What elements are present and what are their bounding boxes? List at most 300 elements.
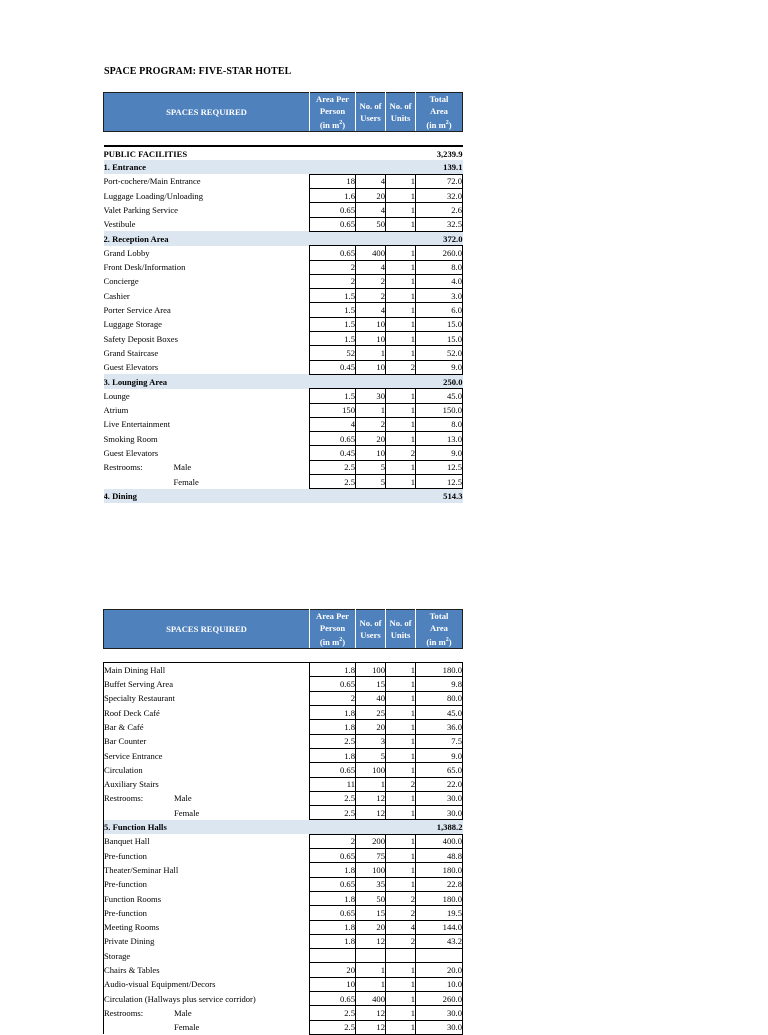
- total-area-cell: 32.5: [416, 217, 463, 231]
- section-label: 5. Function Halls: [104, 822, 167, 833]
- area-per-person-cell: 1.8: [310, 663, 356, 677]
- total-area-cell: 9.0: [416, 748, 463, 762]
- empty-cell: [386, 374, 416, 388]
- total-area-cell: 15.0: [416, 332, 463, 346]
- no-of-units-cell: 1: [386, 963, 416, 977]
- row-label: [104, 1020, 310, 1034]
- total-area-cell: 9.8: [416, 677, 463, 691]
- area-per-person-cell: 0.65: [310, 217, 356, 231]
- header-total-area: Total Area (in $m^2$): [416, 93, 463, 132]
- area-per-person-cell: 1.8: [310, 748, 356, 762]
- table-row: [104, 274, 463, 288]
- no-of-users-cell: 75: [356, 849, 386, 863]
- empty-cell: [386, 489, 416, 503]
- row-label: [104, 446, 310, 460]
- row-label: [104, 806, 310, 820]
- row-label: [104, 260, 310, 274]
- area-per-person-cell: 0.65: [310, 877, 356, 891]
- total-area-cell: 12.5: [416, 460, 463, 474]
- row-label-text: Chairs & Tables: [104, 965, 160, 976]
- no-of-units-cell: 1: [386, 1006, 416, 1020]
- no-of-units-cell: 1: [386, 260, 416, 274]
- area-per-person-cell: 1.5: [310, 332, 356, 346]
- row-label: [104, 991, 310, 1005]
- table-row: [104, 389, 463, 403]
- row-label: [104, 417, 310, 431]
- area-per-person-cell: 0.65: [310, 849, 356, 863]
- area-per-person-cell: 0.65: [310, 203, 356, 217]
- row-label: [104, 977, 310, 991]
- table-row: [104, 877, 463, 891]
- table-row: [104, 474, 463, 488]
- document-title: SPACE PROGRAM: FIVE-STAR HOTEL: [104, 66, 292, 77]
- table-row: [104, 734, 463, 748]
- table-row: [104, 303, 463, 317]
- area-per-person-cell: [310, 949, 356, 963]
- empty-cell: [310, 820, 356, 834]
- row-label-text: Specialty Restaurant: [104, 693, 175, 704]
- row-label-text: Vestibule: [103, 219, 136, 230]
- no-of-units-cell: 1: [386, 977, 416, 991]
- total-area-cell: 12.5: [416, 474, 463, 488]
- table-row: [104, 806, 463, 820]
- area-per-person-cell: 1.8: [310, 706, 356, 720]
- row-sublabel: Female: [174, 807, 200, 818]
- area-per-person-cell: 1.8: [310, 891, 356, 905]
- no-of-units-cell: 1: [386, 246, 416, 260]
- table-row: [104, 260, 463, 274]
- total-area-cell: 52.0: [416, 346, 463, 360]
- table-row: [104, 706, 463, 720]
- total-area-cell: 8.0: [416, 417, 463, 431]
- row-label: [104, 906, 310, 920]
- table-row: [104, 677, 463, 691]
- row-label: [104, 891, 310, 905]
- no-of-units-cell: 1: [386, 403, 416, 417]
- total-area-cell: 72.0: [416, 174, 463, 188]
- row-label: [104, 160, 310, 174]
- total-area-cell: 4.0: [416, 274, 463, 288]
- row-label-text: Audio-visual Equipment/Decors: [104, 979, 216, 990]
- area-per-person-cell: 11: [310, 777, 356, 791]
- no-of-units-cell: 1: [386, 734, 416, 748]
- table-header: [104, 93, 463, 147]
- row-label-text: Buffet Serving Area: [104, 679, 174, 690]
- table-row: [104, 360, 463, 374]
- no-of-users-cell: 50: [356, 891, 386, 905]
- row-label: [104, 289, 310, 303]
- table-header: [104, 610, 463, 663]
- area-per-person-cell: 2.5: [310, 806, 356, 820]
- subtotal-cell: 139.1: [416, 160, 463, 174]
- area-per-person-cell: 1.5: [310, 303, 356, 317]
- no-of-users-cell: 400: [356, 246, 386, 260]
- area-per-person-cell: 1.6: [310, 189, 356, 203]
- row-label: [104, 949, 310, 963]
- no-of-units-cell: 2: [386, 777, 416, 791]
- row-sublabel: Female: [174, 1022, 200, 1033]
- total-area-cell: [416, 949, 463, 963]
- table-row: [104, 246, 463, 260]
- row-label-text: Cashier: [103, 290, 130, 301]
- total-area-cell: 45.0: [416, 706, 463, 720]
- table-row: [104, 189, 463, 203]
- row-label-text: Service Entrance: [104, 750, 163, 761]
- total-area-cell: 30.0: [416, 1006, 463, 1020]
- table-row: [104, 446, 463, 460]
- space-program-table-1: [103, 92, 463, 503]
- row-label-text: Theater/Seminar Hall: [104, 864, 179, 875]
- row-label: [104, 834, 310, 848]
- no-of-users-cell: 20: [356, 920, 386, 934]
- row-label-text: Valet Parking Service: [103, 204, 178, 215]
- row-label-text: Guest Elevators: [103, 362, 159, 373]
- row-label-text: Pre-function: [104, 850, 147, 861]
- no-of-units-cell: 1: [386, 791, 416, 805]
- row-label-text: Circulation (Hallways plus service corridor): [104, 993, 256, 1004]
- table-body: [104, 146, 463, 502]
- row-label: [104, 346, 310, 360]
- area-per-person-cell: 4: [310, 417, 356, 431]
- area-per-person-cell: 2: [310, 834, 356, 848]
- total-area-cell: 65.0: [416, 763, 463, 777]
- no-of-units-cell: 1: [386, 346, 416, 360]
- area-per-person-cell: 52: [310, 346, 356, 360]
- no-of-users-cell: 1: [356, 977, 386, 991]
- row-label-text: Live Entertainment: [103, 419, 171, 430]
- table-row: [104, 203, 463, 217]
- row-label-text: Restrooms:: [103, 462, 143, 473]
- no-of-users-cell: 10: [356, 317, 386, 331]
- row-label: [104, 920, 310, 934]
- row-label: [104, 303, 310, 317]
- no-of-users-cell: 100: [356, 863, 386, 877]
- subtotal-cell: 1,388.2: [416, 820, 463, 834]
- row-label: [104, 777, 310, 791]
- empty-cell: [386, 146, 416, 160]
- row-sublabel: Male: [174, 793, 192, 804]
- total-area-cell: 30.0: [416, 1020, 463, 1034]
- no-of-users-cell: 4: [356, 203, 386, 217]
- table-row: [104, 834, 463, 848]
- area-per-person-cell: 20: [310, 963, 356, 977]
- area-per-person-cell: 1.8: [310, 920, 356, 934]
- total-area-cell: 80.0: [416, 691, 463, 705]
- empty-cell: [310, 160, 356, 174]
- section-row: [104, 160, 463, 174]
- area-per-person-cell: 2.5: [310, 460, 356, 474]
- total-area-cell: 7.5: [416, 734, 463, 748]
- area-per-person-cell: 1.5: [310, 389, 356, 403]
- no-of-users-cell: 12: [356, 934, 386, 948]
- table-row: [104, 991, 463, 1005]
- total-area-cell: 8.0: [416, 260, 463, 274]
- area-per-person-cell: 0.65: [310, 763, 356, 777]
- no-of-units-cell: 1: [386, 274, 416, 288]
- row-label: [104, 374, 310, 388]
- no-of-units-cell: 1: [386, 877, 416, 891]
- no-of-units-cell: [386, 949, 416, 963]
- row-label: [104, 317, 310, 331]
- no-of-users-cell: 12: [356, 791, 386, 805]
- row-label-text: Pre-function: [104, 879, 147, 890]
- area-per-person-cell: 2.5: [310, 734, 356, 748]
- row-label-text: Atrium: [103, 405, 129, 416]
- no-of-units-cell: 1: [386, 863, 416, 877]
- no-of-users-cell: 35: [356, 877, 386, 891]
- table-row: [104, 217, 463, 231]
- row-label: [104, 217, 310, 231]
- total-area-cell: 20.0: [416, 963, 463, 977]
- no-of-units-cell: 1: [386, 1020, 416, 1034]
- table-row: [104, 417, 463, 431]
- table-row: [104, 777, 463, 791]
- row-label-text: Grand Staircase: [103, 347, 159, 358]
- no-of-units-cell: 4: [386, 920, 416, 934]
- area-per-person-cell: 0.65: [310, 677, 356, 691]
- row-label: [104, 274, 310, 288]
- table-row: [104, 346, 463, 360]
- section-label: 3. Lounging Area: [103, 376, 168, 387]
- no-of-units-cell: 1: [386, 417, 416, 431]
- area-per-person-cell: 10: [310, 977, 356, 991]
- empty-cell: [356, 231, 386, 245]
- no-of-units-cell: 2: [386, 891, 416, 905]
- row-label: [104, 389, 310, 403]
- area-per-person-cell: 2: [310, 274, 356, 288]
- table-row: [104, 317, 463, 331]
- row-label-text: Front Desk/Information: [103, 262, 186, 273]
- row-label-text: Circulation: [104, 764, 143, 775]
- group-row: [104, 146, 463, 160]
- table-row: [104, 289, 463, 303]
- row-label: [104, 1006, 310, 1020]
- section-row: [104, 820, 463, 834]
- empty-cell: [356, 146, 386, 160]
- row-label: [104, 763, 310, 777]
- area-per-person-cell: 1.8: [310, 863, 356, 877]
- row-label: [104, 877, 310, 891]
- no-of-users-cell: 4: [356, 303, 386, 317]
- header-no-of-units: No. of Units: [386, 93, 416, 132]
- row-label: [104, 820, 310, 834]
- no-of-users-cell: 30: [356, 389, 386, 403]
- row-label-text: Safety Deposit Boxes: [103, 333, 178, 344]
- no-of-units-cell: 1: [386, 663, 416, 677]
- row-label-text: Grand Lobby: [103, 247, 150, 258]
- section-row: [104, 489, 463, 503]
- row-label: [104, 203, 310, 217]
- area-per-person-cell: 0.65: [310, 991, 356, 1005]
- row-label: [104, 677, 310, 691]
- row-label-text: Bar Counter: [104, 736, 147, 747]
- table-row: [104, 891, 463, 905]
- header-spaces-required: SPACES REQUIRED: [104, 93, 310, 132]
- row-label: [104, 174, 310, 188]
- total-area-cell: 180.0: [416, 863, 463, 877]
- header-no-of-units: No. of Units: [386, 610, 416, 649]
- no-of-units-cell: 1: [386, 389, 416, 403]
- total-area-cell: 150.0: [416, 403, 463, 417]
- table-row: [104, 174, 463, 188]
- no-of-users-cell: 1: [356, 403, 386, 417]
- table-row: [104, 332, 463, 346]
- no-of-units-cell: 1: [386, 317, 416, 331]
- section-label: 1. Entrance: [103, 162, 146, 173]
- no-of-users-cell: 20: [356, 432, 386, 446]
- no-of-users-cell: 10: [356, 332, 386, 346]
- area-per-person-cell: 0.45: [310, 446, 356, 460]
- area-per-person-cell: 2.5: [310, 1006, 356, 1020]
- row-label-text: Luggage Loading/Unloading: [103, 190, 204, 201]
- row-label: [104, 691, 310, 705]
- table-row: [104, 748, 463, 762]
- row-label-text: Main Dining Hall: [104, 665, 166, 676]
- no-of-users-cell: 4: [356, 174, 386, 188]
- total-area-cell: 260.0: [416, 246, 463, 260]
- area-per-person-cell: 2.5: [310, 791, 356, 805]
- table-row: [104, 691, 463, 705]
- empty-cell: [356, 374, 386, 388]
- no-of-units-cell: 1: [386, 460, 416, 474]
- row-label: [104, 246, 310, 260]
- empty-cell: [310, 489, 356, 503]
- row-label: [104, 332, 310, 346]
- no-of-users-cell: 5: [356, 460, 386, 474]
- row-label-text: Concierge: [103, 276, 139, 287]
- empty-cell: [310, 231, 356, 245]
- total-area-cell: 180.0: [416, 891, 463, 905]
- no-of-units-cell: 1: [386, 332, 416, 346]
- empty-cell: [356, 160, 386, 174]
- table-row: [104, 863, 463, 877]
- empty-cell: [310, 146, 356, 160]
- no-of-users-cell: 15: [356, 677, 386, 691]
- no-of-units-cell: 1: [386, 763, 416, 777]
- no-of-users-cell: 100: [356, 763, 386, 777]
- no-of-units-cell: 1: [386, 677, 416, 691]
- no-of-users-cell: 2: [356, 289, 386, 303]
- row-label: [104, 748, 310, 762]
- table-row: [104, 432, 463, 446]
- total-area-cell: 9.0: [416, 446, 463, 460]
- row-label: [104, 474, 310, 488]
- no-of-units-cell: 1: [386, 303, 416, 317]
- no-of-users-cell: 40: [356, 691, 386, 705]
- no-of-units-cell: 1: [386, 691, 416, 705]
- no-of-users-cell: 15: [356, 906, 386, 920]
- no-of-users-cell: 5: [356, 748, 386, 762]
- no-of-units-cell: 2: [386, 360, 416, 374]
- no-of-units-cell: 1: [386, 706, 416, 720]
- no-of-users-cell: 2: [356, 417, 386, 431]
- row-label-text: Storage: [104, 950, 131, 961]
- row-label-text: Restrooms:: [104, 1007, 144, 1018]
- row-label-text: Pre-function: [104, 907, 147, 918]
- section-row: [104, 231, 463, 245]
- row-label: [104, 963, 310, 977]
- subtotal-cell: 250.0: [416, 374, 463, 388]
- no-of-users-cell: [356, 949, 386, 963]
- row-label: [104, 863, 310, 877]
- row-label-text: Port-cochere/Main Entrance: [103, 176, 201, 187]
- header-no-of-users: No. of Users: [356, 93, 386, 132]
- section-label: 4. Dining: [103, 490, 137, 501]
- no-of-users-cell: 20: [356, 189, 386, 203]
- no-of-users-cell: 200: [356, 834, 386, 848]
- row-label-text: Banquet Hall: [104, 836, 150, 847]
- no-of-users-cell: 20: [356, 720, 386, 734]
- total-area-cell: 180.0: [416, 663, 463, 677]
- area-per-person-cell: 0.65: [310, 432, 356, 446]
- subtotal-cell: 514.3: [416, 489, 463, 503]
- no-of-users-cell: 10: [356, 446, 386, 460]
- total-area-cell: 13.0: [416, 432, 463, 446]
- header-no-of-users: No. of Users: [356, 610, 386, 649]
- row-label-text: Function Rooms: [104, 893, 162, 904]
- table-row: [104, 1006, 463, 1020]
- table-row: [104, 460, 463, 474]
- table-row: [104, 920, 463, 934]
- row-label-text: Porter Service Area: [103, 305, 171, 316]
- total-area-cell: 9.0: [416, 360, 463, 374]
- total-area-cell: 30.0: [416, 791, 463, 805]
- table-row: [104, 906, 463, 920]
- table-row: [104, 763, 463, 777]
- no-of-users-cell: 2: [356, 274, 386, 288]
- header-area-per-person: Area Per Person (in $m^2$): [310, 93, 356, 132]
- header-total-area: Total Area (in $m^2$): [416, 610, 463, 649]
- empty-cell: [356, 820, 386, 834]
- total-area-cell: 36.0: [416, 720, 463, 734]
- no-of-users-cell: 1: [356, 777, 386, 791]
- subtotal-cell: 372.0: [416, 231, 463, 245]
- area-per-person-cell: 150: [310, 403, 356, 417]
- row-label: [104, 146, 310, 160]
- total-area-cell: 43.2: [416, 934, 463, 948]
- row-label: [104, 231, 310, 245]
- row-label-text: Bar & Café: [104, 721, 144, 732]
- no-of-units-cell: 1: [386, 174, 416, 188]
- row-label-text: Luggage Storage: [103, 319, 162, 330]
- space-program-table-2: [103, 609, 463, 1035]
- area-per-person-cell: 1.8: [310, 720, 356, 734]
- row-label-text: Smoking Room: [103, 433, 158, 444]
- table-row: [104, 791, 463, 805]
- area-per-person-cell: 1.5: [310, 289, 356, 303]
- no-of-users-cell: 400: [356, 991, 386, 1005]
- area-per-person-cell: 0.65: [310, 906, 356, 920]
- total-area-cell: 15.0: [416, 317, 463, 331]
- no-of-users-cell: 3: [356, 734, 386, 748]
- no-of-users-cell: 1: [356, 346, 386, 360]
- empty-cell: [386, 231, 416, 245]
- area-per-person-cell: 0.65: [310, 246, 356, 260]
- area-per-person-cell: 18: [310, 174, 356, 188]
- no-of-users-cell: 12: [356, 1006, 386, 1020]
- empty-cell: [386, 160, 416, 174]
- no-of-units-cell: 1: [386, 217, 416, 231]
- no-of-units-cell: 1: [386, 806, 416, 820]
- row-label: [104, 460, 310, 474]
- no-of-users-cell: 10: [356, 360, 386, 374]
- no-of-units-cell: 2: [386, 906, 416, 920]
- row-label: [104, 734, 310, 748]
- no-of-units-cell: 1: [386, 203, 416, 217]
- row-label-text: Meeting Rooms: [104, 922, 160, 933]
- row-label: [104, 189, 310, 203]
- total-area-cell: 32.0: [416, 189, 463, 203]
